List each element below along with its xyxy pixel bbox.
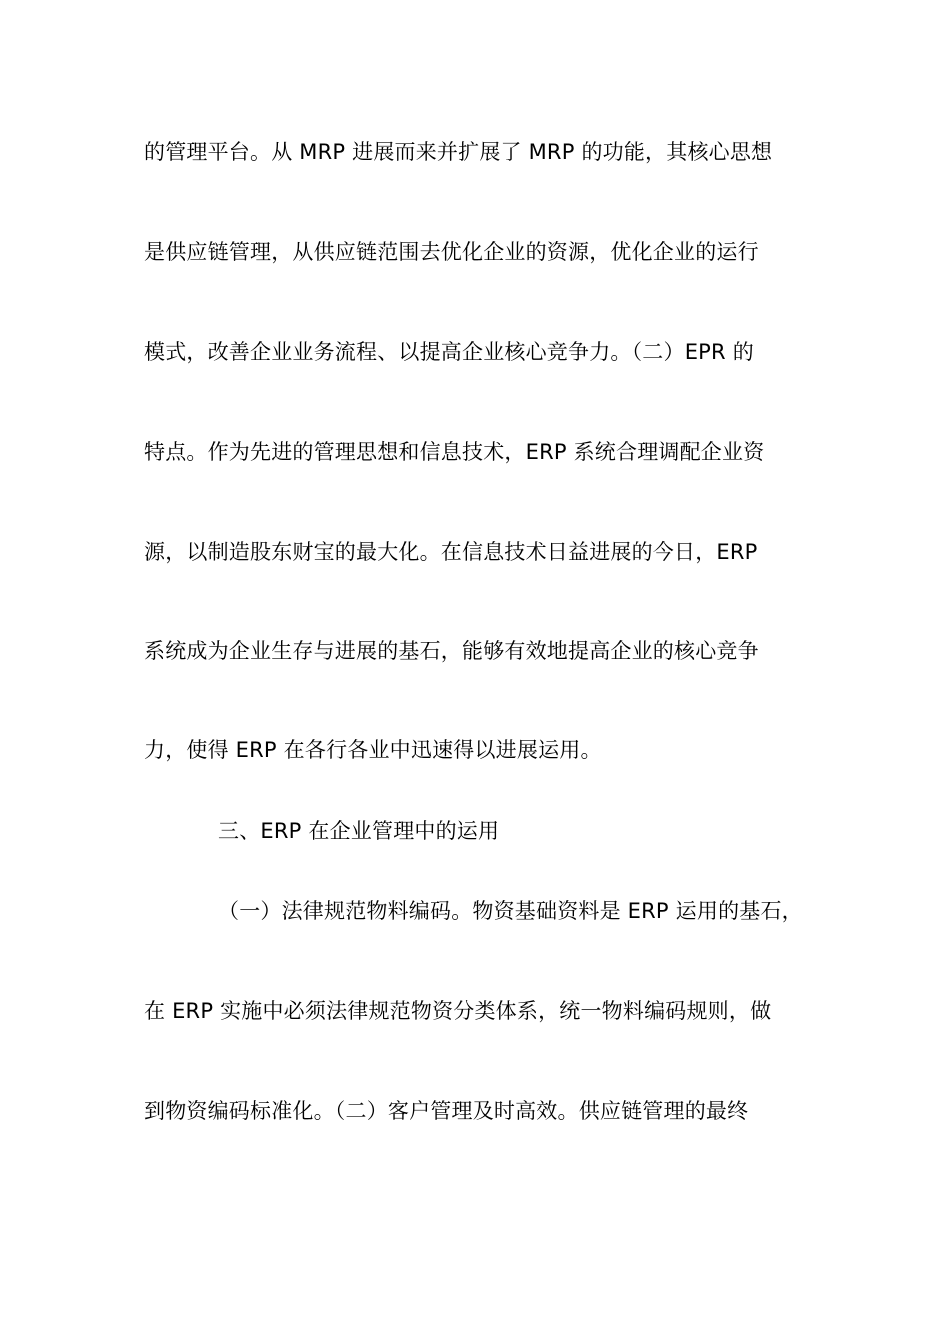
- section-heading: 三、ERP 在企业管理中的运用: [218, 819, 500, 843]
- text-line: 是供应链管理，从供应链范围去优化企业的资源，优化企业的运行: [144, 240, 759, 264]
- text-line: 系统成为企业生存与进展的基石，能够有效地提高企业的核心竞争: [144, 639, 759, 663]
- text-line: （一）法律规范物料编码。物资基础资料是 ERP 运用的基石，: [218, 899, 803, 923]
- text-line: 源，以制造股东财宝的最大化。在信息技术日益进展的今日，ERP: [144, 540, 758, 564]
- text-line: 力，使得 ERP 在各行各业中迅速得以进展运用。: [144, 738, 602, 762]
- text-line: 模式，改善企业业务流程、以提高企业核心竞争力。（二）EPR 的: [144, 340, 754, 364]
- text-line: 在 ERP 实施中必须法律规范物资分类体系，统一物料编码规则，做: [144, 999, 772, 1023]
- text-line: 特点。作为先进的管理思想和信息技术，ERP 系统合理调配企业资: [144, 440, 765, 464]
- text-line: 的管理平台。从 MRP 进展而来并扩展了 MRP 的功能，其核心思想: [144, 140, 773, 164]
- text-line: 到物资编码标准化。（二）客户管理及时高效。供应链管理的最终: [144, 1099, 749, 1123]
